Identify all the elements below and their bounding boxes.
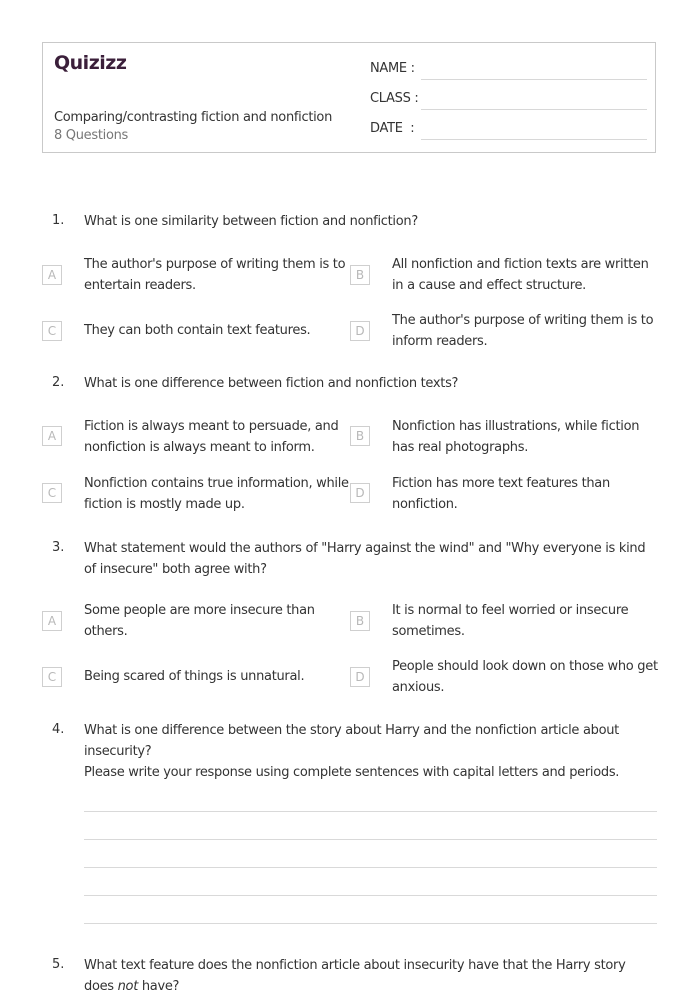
name-label: NAME :: [370, 61, 415, 76]
question-number: 3.: [52, 540, 65, 555]
quizizz-logo: Quizizz: [54, 52, 127, 74]
option-c-text: They can both contain text features.: [84, 323, 311, 338]
answer-line[interactable]: [84, 923, 657, 924]
question-text: What is one difference between fiction and nonfiction texts?: [84, 376, 459, 391]
question-text: What is one difference between the story about Harry and the nonfiction article about insecurity?: [84, 723, 619, 759]
question-number: 1.: [52, 213, 65, 228]
option-a-box[interactable]: A: [42, 426, 62, 446]
question-text: [84, 955, 659, 997]
class-field[interactable]: [421, 109, 647, 110]
question-number: 4.: [52, 722, 65, 737]
option-b-text: It is normal to feel worried or insecure sometimes.: [392, 603, 629, 639]
worksheet-title: Comparing/contrasting fiction and nonfiction: [54, 110, 333, 125]
option-a-text: Some people are more insecure than others.: [84, 603, 315, 639]
question-number: 5.: [52, 957, 65, 972]
worksheet-header: [42, 42, 656, 153]
option-b-box[interactable]: B: [350, 265, 370, 285]
option-d-box[interactable]: D: [350, 667, 370, 687]
name-field[interactable]: [421, 79, 647, 80]
option-c-text: Nonfiction contains true information, while fiction is mostly made up.: [84, 476, 349, 512]
answer-line[interactable]: [84, 867, 657, 868]
question-count: 8 Questions: [54, 128, 129, 143]
date-label: DATE :: [370, 121, 415, 136]
option-c-box[interactable]: C: [42, 321, 62, 341]
date-field[interactable]: [421, 139, 647, 140]
question-instruction: Please write your response using complete sentences with capital letters and periods.: [84, 765, 620, 780]
option-a-text: Fiction is always meant to persuade, and nonfiction is always meant to inform.: [84, 419, 339, 455]
option-d-box[interactable]: D: [350, 483, 370, 503]
option-b-text: All nonfiction and fiction texts are written in a cause and effect structure.: [392, 257, 649, 293]
option-a-text: The author's purpose of writing them is to entertain readers.: [84, 257, 346, 293]
question-text: What is one similarity between fiction and nonfiction?: [84, 214, 418, 229]
question-number: 2.: [52, 375, 65, 390]
answer-line[interactable]: [84, 895, 657, 896]
question-text: What statement would the authors of "Harry against the wind" and "Why everyone is kind of insecure" both agree with?: [84, 541, 646, 577]
option-d-text: People should look down on those who get anxious.: [392, 659, 658, 695]
option-b-text: Nonfiction has illustrations, while fiction has real photographs.: [392, 419, 640, 455]
class-label: CLASS :: [370, 91, 419, 106]
question-text-emphasis: not: [117, 979, 138, 994]
question-text-start: What text feature does the nonfiction article about insecurity have that the Harry story does: [84, 958, 626, 994]
option-a-box[interactable]: A: [42, 265, 62, 285]
option-c-box[interactable]: C: [42, 667, 62, 687]
question-text-end: have?: [138, 979, 180, 994]
option-b-box[interactable]: B: [350, 426, 370, 446]
option-d-box[interactable]: D: [350, 321, 370, 341]
option-a-box[interactable]: A: [42, 611, 62, 631]
option-d-text: Fiction has more text features than nonfiction.: [392, 476, 610, 512]
option-c-box[interactable]: C: [42, 483, 62, 503]
option-c-text: Being scared of things is unnatural.: [84, 669, 305, 684]
option-d-text: The author's purpose of writing them is to inform readers.: [392, 313, 654, 349]
answer-line[interactable]: [84, 839, 657, 840]
answer-line[interactable]: [84, 811, 657, 812]
option-b-box[interactable]: B: [350, 611, 370, 631]
